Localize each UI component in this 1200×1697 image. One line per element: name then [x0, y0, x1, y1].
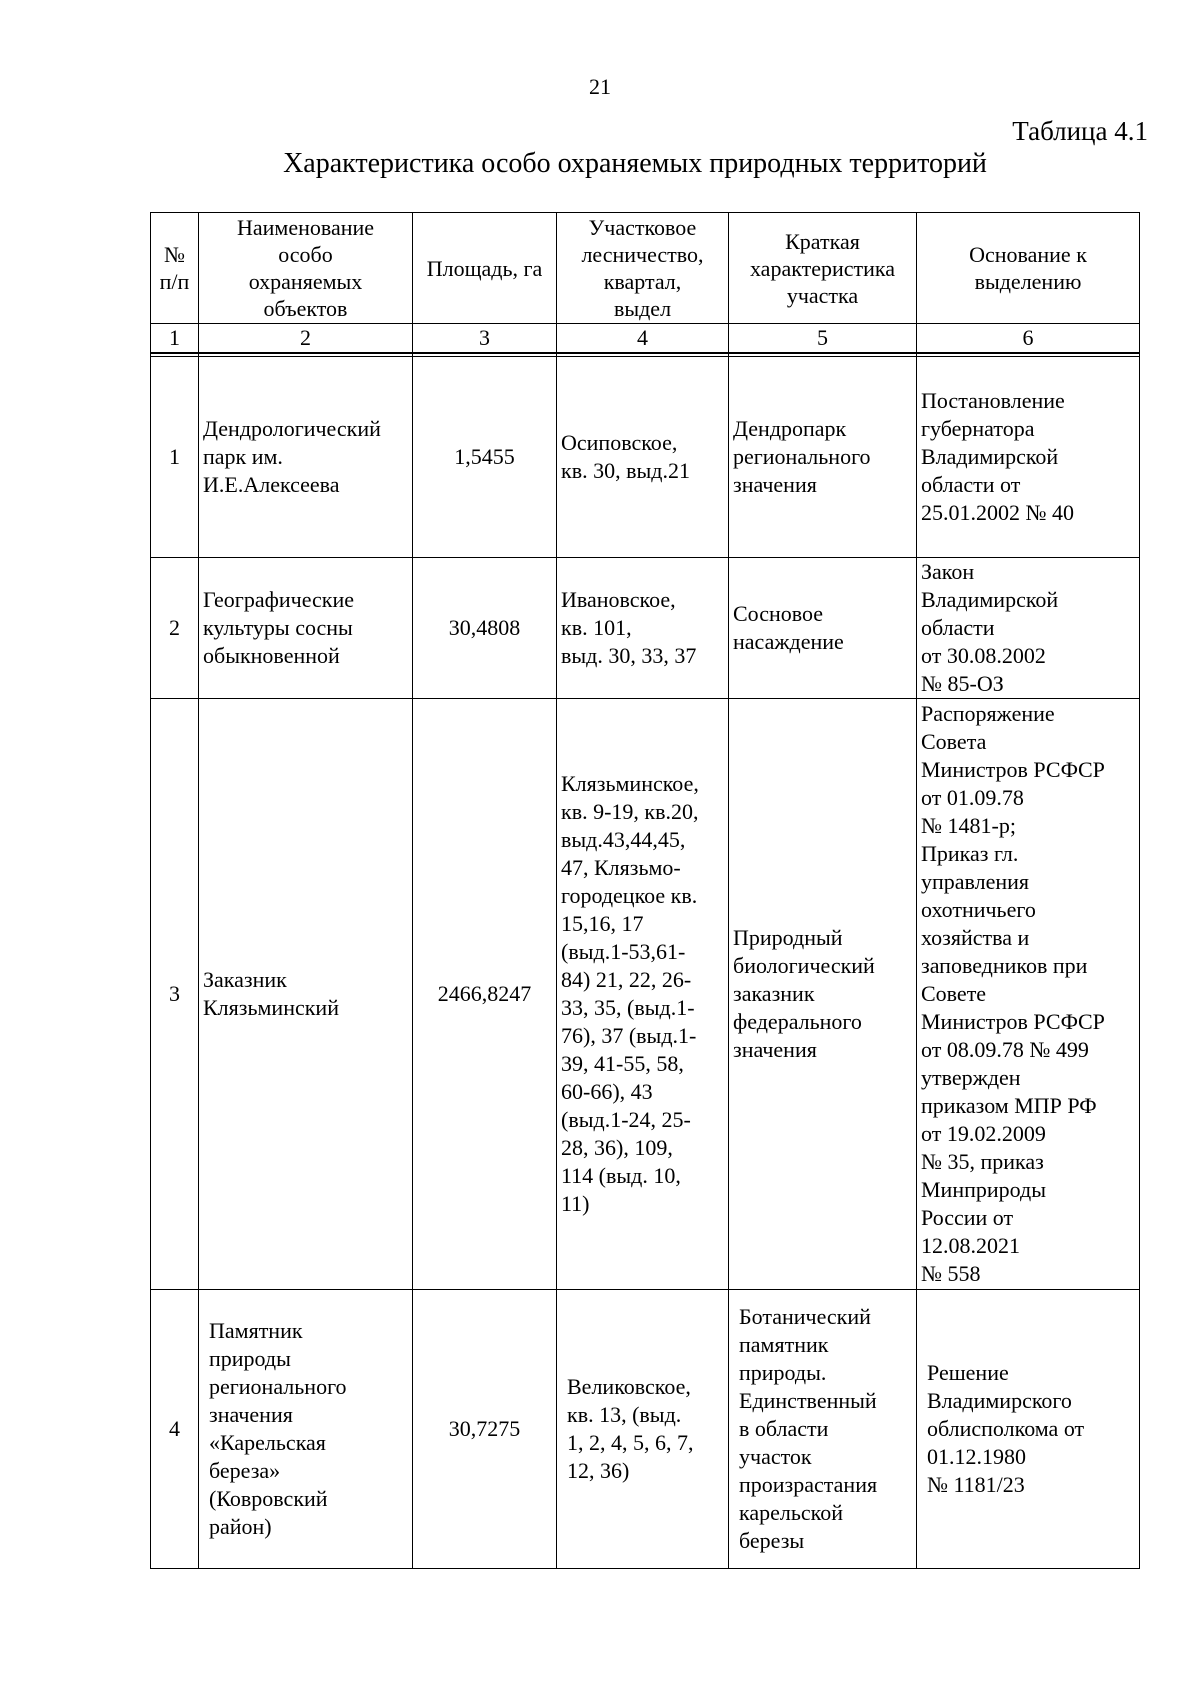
document-title: Характеристика особо охраняемых природных территорий	[283, 148, 987, 179]
object-characteristic: Дендропарк регионального значения	[729, 357, 917, 558]
object-basis: Закон Владимирской области от 30.08.2002 № 85-ОЗ	[917, 558, 1140, 699]
row-number: 4	[151, 1290, 199, 1569]
object-forestry: Осиповское, кв. 30, выд.21	[557, 357, 729, 558]
column-number: 6	[917, 324, 1140, 354]
table-row	[151, 1290, 1140, 1569]
object-area: 2466,8247	[413, 699, 557, 1290]
object-forestry: Ивановское, кв. 101, выд. 30, 33, 37	[557, 558, 729, 699]
protected-areas-table	[150, 212, 1140, 1569]
object-characteristic: Ботанический памятник природы. Единственный в области участок произрастания карельской березы	[729, 1290, 917, 1569]
column-number-row	[151, 324, 1140, 354]
header-area: Площадь, га	[413, 213, 557, 324]
object-characteristic: Сосновое насаждение	[729, 558, 917, 699]
header-name: Наименование особо охраняемых объектов	[199, 213, 413, 324]
column-number: 2	[199, 324, 413, 354]
object-name: Заказник Клязьминский	[199, 699, 413, 1290]
header-forestry: Участковое лесничество, квартал, выдел	[557, 213, 729, 324]
column-number: 3	[413, 324, 557, 354]
table-caption: Таблица 4.1	[1012, 116, 1148, 146]
row-number: 1	[151, 357, 199, 558]
page-number: 21	[589, 74, 611, 99]
header-characteristic: Краткая характеристика участка	[729, 213, 917, 324]
object-basis: Распоряжение Совета Министров РСФСР от 01.09.78 № 1481-р; Приказ гл. управления охотничьего хозяйства и заповедников при Совете Министров РСФСР от 08.09.78 № 499 утвержден приказом МПР РФ от 19.02.2009 № 35, приказ Минприроды России от 12.08.2021 № 558	[917, 699, 1140, 1290]
table-row	[151, 699, 1140, 1290]
column-number: 5	[729, 324, 917, 354]
object-name: Дендрологический парк им. И.Е.Алексеева	[199, 357, 413, 558]
table-row	[151, 357, 1140, 558]
object-area: 30,4808	[413, 558, 557, 699]
column-number: 4	[557, 324, 729, 354]
object-area: 30,7275	[413, 1290, 557, 1569]
table-header-row	[151, 213, 1140, 324]
object-forestry: Великовское, кв. 13, (выд. 1, 2, 4, 5, 6, 7, 12, 36)	[557, 1290, 729, 1569]
object-name: Географические культуры сосны обыкновенной	[199, 558, 413, 699]
header-num: № п/п	[151, 213, 199, 324]
object-area: 1,5455	[413, 357, 557, 558]
row-number: 3	[151, 699, 199, 1290]
row-number: 2	[151, 558, 199, 699]
object-basis: Решение Владимирского облисполкома от 01.12.1980 № 1181/23	[917, 1290, 1140, 1569]
object-basis: Постановление губернатора Владимирской области от 25.01.2002 № 40	[917, 357, 1140, 558]
table-row	[151, 558, 1140, 699]
object-forestry: Клязьминское, кв. 9-19, кв.20, выд.43,44,45, 47, Клязьмо- городецкое кв. 15,16, 17 (выд.1-53,61- 84) 21, 22, 26- 33, 35, (выд.1- 76), 37 (выд.1- 39, 41-55, 58, 60-66), 43 (выд.1-24, 25- 28, 36), 109, 114 (выд. 10, 11)	[557, 699, 729, 1290]
object-name: Памятник природы регионального значения «Карельская береза» (Ковровский район)	[199, 1290, 413, 1569]
object-characteristic: Природный биологический заказник федерального значения	[729, 699, 917, 1290]
header-basis: Основание к выделению	[917, 213, 1140, 324]
column-number: 1	[151, 324, 199, 354]
